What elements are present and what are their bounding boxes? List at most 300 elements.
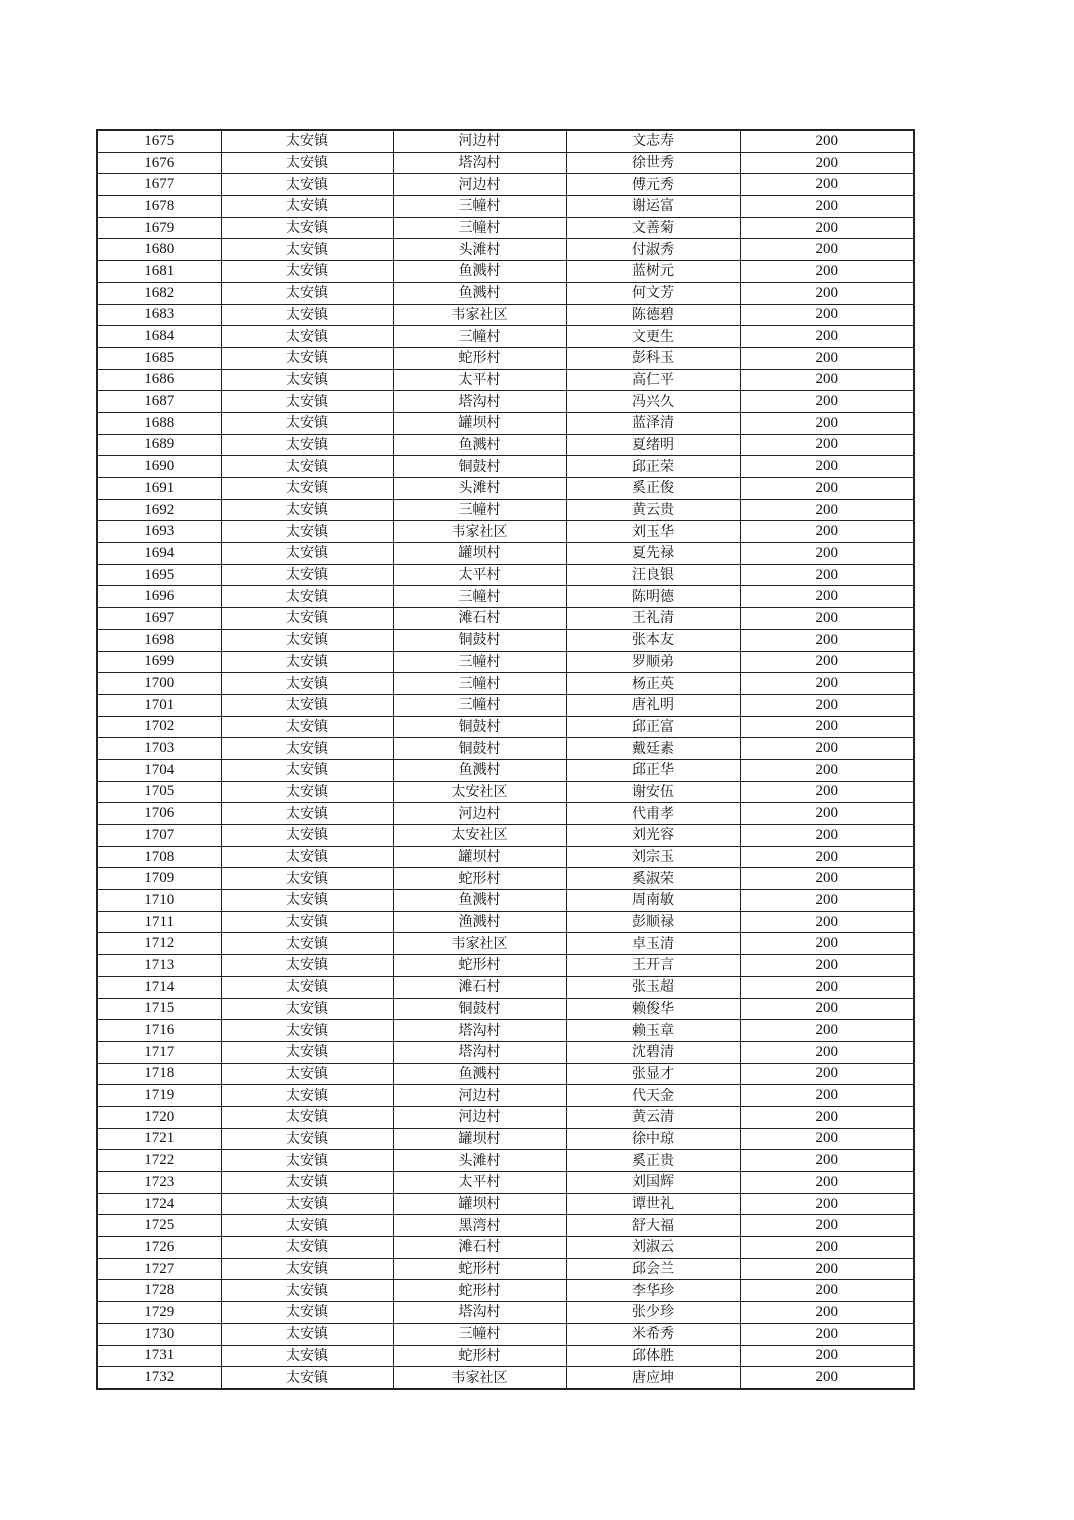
village-cell: 蛇形村 [393,347,566,369]
table-row [97,1367,914,1389]
town-cell: 太安镇 [221,217,393,239]
village-cell: 头滩村 [393,1150,566,1172]
serial-number-cell: 1685 [97,347,221,369]
name-cell: 王开言 [566,955,740,977]
table-row [97,326,914,348]
serial-number-cell: 1728 [97,1280,221,1302]
serial-number-cell: 1675 [97,130,221,152]
village-cell: 罐坝村 [393,846,566,868]
village-cell: 塔沟村 [393,152,566,174]
amount-cell: 200 [740,1085,914,1107]
name-cell: 文更生 [566,326,740,348]
table-row [97,478,914,500]
village-cell: 渔溅村 [393,911,566,933]
village-cell: 蛇形村 [393,868,566,890]
name-cell: 赖玉章 [566,1020,740,1042]
town-cell: 太安镇 [221,955,393,977]
town-cell: 太安镇 [221,673,393,695]
amount-cell: 200 [740,478,914,500]
town-cell: 太安镇 [221,282,393,304]
table-row [97,152,914,174]
name-cell: 唐应坤 [566,1367,740,1389]
town-cell: 太安镇 [221,456,393,478]
amount-cell: 200 [740,781,914,803]
name-cell: 彭科玉 [566,347,740,369]
amount-cell: 200 [740,304,914,326]
name-cell: 傅元秀 [566,174,740,196]
village-cell: 罐坝村 [393,1128,566,1150]
village-cell: 塔沟村 [393,1020,566,1042]
serial-number-cell: 1699 [97,651,221,673]
village-cell: 三幢村 [393,586,566,608]
table-row [97,673,914,695]
table-row [97,1106,914,1128]
village-cell: 鱼溅村 [393,261,566,283]
serial-number-cell: 1715 [97,998,221,1020]
town-cell: 太安镇 [221,998,393,1020]
serial-number-cell: 1710 [97,890,221,912]
name-cell: 陈德碧 [566,304,740,326]
town-cell: 太安镇 [221,911,393,933]
amount-cell: 200 [740,1367,914,1389]
name-cell: 谢运富 [566,196,740,218]
table-row [97,911,914,933]
table-row [97,694,914,716]
name-cell: 蓝泽清 [566,412,740,434]
serial-number-cell: 1697 [97,608,221,630]
table-row [97,759,914,781]
town-cell: 太安镇 [221,759,393,781]
village-cell: 鱼溅村 [393,282,566,304]
amount-cell: 200 [740,890,914,912]
name-cell: 赖俊华 [566,998,740,1020]
table-row [97,434,914,456]
serial-number-cell: 1707 [97,825,221,847]
name-cell: 汪良银 [566,564,740,586]
name-cell: 文善菊 [566,217,740,239]
name-cell: 米希秀 [566,1323,740,1345]
serial-number-cell: 1726 [97,1237,221,1259]
serial-number-cell: 1694 [97,543,221,565]
village-cell: 头滩村 [393,239,566,261]
name-cell: 徐世秀 [566,152,740,174]
serial-number-cell: 1681 [97,261,221,283]
amount-cell: 200 [740,521,914,543]
amount-cell: 200 [740,716,914,738]
serial-number-cell: 1680 [97,239,221,261]
serial-number-cell: 1695 [97,564,221,586]
town-cell: 太安镇 [221,1237,393,1259]
name-cell: 周南敏 [566,890,740,912]
village-cell: 鱼溅村 [393,434,566,456]
town-cell: 太安镇 [221,1150,393,1172]
table-row [97,586,914,608]
village-cell: 太安社区 [393,825,566,847]
name-cell: 彭顺禄 [566,911,740,933]
town-cell: 太安镇 [221,304,393,326]
town-cell: 太安镇 [221,1215,393,1237]
serial-number-cell: 1725 [97,1215,221,1237]
amount-cell: 200 [740,1237,914,1259]
amount-cell: 200 [740,1063,914,1085]
town-cell: 太安镇 [221,152,393,174]
town-cell: 太安镇 [221,629,393,651]
serial-number-cell: 1730 [97,1323,221,1345]
name-cell: 谭世礼 [566,1193,740,1215]
amount-cell: 200 [740,759,914,781]
serial-number-cell: 1723 [97,1172,221,1194]
village-cell: 滩石村 [393,1237,566,1259]
serial-number-cell: 1727 [97,1258,221,1280]
table-row [97,781,914,803]
town-cell: 太安镇 [221,434,393,456]
town-cell: 太安镇 [221,803,393,825]
town-cell: 太安镇 [221,933,393,955]
table-row [97,282,914,304]
table-row [97,499,914,521]
table-row [97,1041,914,1063]
town-cell: 太安镇 [221,846,393,868]
name-cell: 刘国辉 [566,1172,740,1194]
town-cell: 太安镇 [221,543,393,565]
name-cell: 张少珍 [566,1302,740,1324]
name-cell: 戴廷素 [566,738,740,760]
village-cell: 蛇形村 [393,1258,566,1280]
amount-cell: 200 [740,217,914,239]
serial-number-cell: 1713 [97,955,221,977]
serial-number-cell: 1719 [97,1085,221,1107]
name-cell: 徐中琼 [566,1128,740,1150]
serial-number-cell: 1690 [97,456,221,478]
amount-cell: 200 [740,391,914,413]
amount-cell: 200 [740,825,914,847]
village-cell: 三幢村 [393,673,566,695]
amount-cell: 200 [740,456,914,478]
name-cell: 邱体胜 [566,1345,740,1367]
amount-cell: 200 [740,564,914,586]
serial-number-cell: 1721 [97,1128,221,1150]
table-row [97,825,914,847]
amount-cell: 200 [740,1041,914,1063]
town-cell: 太安镇 [221,1085,393,1107]
town-cell: 太安镇 [221,1106,393,1128]
amount-cell: 200 [740,434,914,456]
town-cell: 太安镇 [221,586,393,608]
name-cell: 刘光容 [566,825,740,847]
village-cell: 河边村 [393,130,566,152]
village-cell: 三幢村 [393,694,566,716]
name-cell: 沈碧清 [566,1041,740,1063]
village-cell: 罐坝村 [393,1193,566,1215]
serial-number-cell: 1703 [97,738,221,760]
town-cell: 太安镇 [221,825,393,847]
name-cell: 蓝树元 [566,261,740,283]
town-cell: 太安镇 [221,1345,393,1367]
name-cell: 奚淑荣 [566,868,740,890]
table-row [97,738,914,760]
village-cell: 铜鼓村 [393,629,566,651]
amount-cell: 200 [740,868,914,890]
serial-number-cell: 1702 [97,716,221,738]
serial-number-cell: 1698 [97,629,221,651]
town-cell: 太安镇 [221,1323,393,1345]
name-cell: 刘玉华 [566,521,740,543]
name-cell: 张本友 [566,629,740,651]
amount-cell: 200 [740,955,914,977]
name-cell: 张显才 [566,1063,740,1085]
amount-cell: 200 [740,1193,914,1215]
serial-number-cell: 1678 [97,196,221,218]
town-cell: 太安镇 [221,261,393,283]
table-row [97,1345,914,1367]
table-row [97,412,914,434]
table-row [97,564,914,586]
serial-number-cell: 1724 [97,1193,221,1215]
village-cell: 韦家社区 [393,1367,566,1389]
village-cell: 蛇形村 [393,1280,566,1302]
serial-number-cell: 1693 [97,521,221,543]
table-row [97,1150,914,1172]
serial-number-cell: 1684 [97,326,221,348]
serial-number-cell: 1700 [97,673,221,695]
name-cell: 代天金 [566,1085,740,1107]
name-cell: 刘淑云 [566,1237,740,1259]
village-cell: 头滩村 [393,478,566,500]
amount-cell: 200 [740,239,914,261]
village-cell: 河边村 [393,1085,566,1107]
table-row [97,239,914,261]
table-row [97,1258,914,1280]
village-cell: 塔沟村 [393,1302,566,1324]
table-row [97,261,914,283]
table-row [97,890,914,912]
table-row [97,521,914,543]
table-row [97,130,914,152]
serial-number-cell: 1714 [97,976,221,998]
amount-cell: 200 [740,1128,914,1150]
name-cell: 文志寿 [566,130,740,152]
name-cell: 冯兴久 [566,391,740,413]
village-cell: 黑湾村 [393,1215,566,1237]
amount-cell: 200 [740,976,914,998]
name-cell: 奚正贵 [566,1150,740,1172]
village-cell: 河边村 [393,1106,566,1128]
serial-number-cell: 1709 [97,868,221,890]
town-cell: 太安镇 [221,1193,393,1215]
table-row [97,608,914,630]
serial-number-cell: 1687 [97,391,221,413]
village-cell: 铜鼓村 [393,456,566,478]
amount-cell: 200 [740,196,914,218]
serial-number-cell: 1720 [97,1106,221,1128]
amount-cell: 200 [740,1106,914,1128]
town-cell: 太安镇 [221,521,393,543]
table-row [97,998,914,1020]
serial-number-cell: 1682 [97,282,221,304]
name-cell: 卓玉清 [566,933,740,955]
amount-cell: 200 [740,412,914,434]
name-cell: 张玉超 [566,976,740,998]
name-cell: 付淑秀 [566,239,740,261]
village-cell: 铜鼓村 [393,716,566,738]
amount-cell: 200 [740,1280,914,1302]
village-cell: 太平村 [393,1172,566,1194]
table-row [97,933,914,955]
table-row [97,1128,914,1150]
amount-cell: 200 [740,1345,914,1367]
town-cell: 太安镇 [221,369,393,391]
amount-cell: 200 [740,933,914,955]
town-cell: 太安镇 [221,347,393,369]
town-cell: 太安镇 [221,239,393,261]
name-cell: 谢安伍 [566,781,740,803]
village-cell: 韦家社区 [393,304,566,326]
table-row [97,1063,914,1085]
name-cell: 黄云贵 [566,499,740,521]
village-cell: 三幢村 [393,217,566,239]
name-cell: 刘宗玉 [566,846,740,868]
town-cell: 太安镇 [221,738,393,760]
table-row [97,1193,914,1215]
town-cell: 太安镇 [221,478,393,500]
name-cell: 夏先禄 [566,543,740,565]
village-cell: 三幢村 [393,1323,566,1345]
town-cell: 太安镇 [221,391,393,413]
table-row [97,716,914,738]
village-cell: 罐坝村 [393,412,566,434]
amount-cell: 200 [740,369,914,391]
table-row [97,1085,914,1107]
name-cell: 高仁平 [566,369,740,391]
town-cell: 太安镇 [221,651,393,673]
serial-number-cell: 1706 [97,803,221,825]
serial-number-cell: 1704 [97,759,221,781]
village-cell: 罐坝村 [393,543,566,565]
town-cell: 太安镇 [221,1258,393,1280]
table-row [97,1020,914,1042]
amount-cell: 200 [740,1215,914,1237]
amount-cell: 200 [740,543,914,565]
village-cell: 三幢村 [393,326,566,348]
amount-cell: 200 [740,1302,914,1324]
amount-cell: 200 [740,911,914,933]
town-cell: 太安镇 [221,781,393,803]
village-cell: 太平村 [393,564,566,586]
town-cell: 太安镇 [221,1302,393,1324]
table-row [97,369,914,391]
table-row [97,174,914,196]
village-cell: 太平村 [393,369,566,391]
town-cell: 太安镇 [221,1172,393,1194]
table-row [97,1323,914,1345]
serial-number-cell: 1705 [97,781,221,803]
village-cell: 塔沟村 [393,391,566,413]
amount-cell: 200 [740,846,914,868]
amount-cell: 200 [740,1323,914,1345]
serial-number-cell: 1716 [97,1020,221,1042]
table-row [97,391,914,413]
town-cell: 太安镇 [221,196,393,218]
village-cell: 塔沟村 [393,1041,566,1063]
town-cell: 太安镇 [221,1367,393,1389]
table-row [97,1302,914,1324]
serial-number-cell: 1686 [97,369,221,391]
village-cell: 鱼溅村 [393,1063,566,1085]
village-cell: 韦家社区 [393,521,566,543]
serial-number-cell: 1676 [97,152,221,174]
serial-number-cell: 1731 [97,1345,221,1367]
table-row [97,543,914,565]
serial-number-cell: 1708 [97,846,221,868]
amount-cell: 200 [740,694,914,716]
village-cell: 鱼溅村 [393,759,566,781]
roster-table-body [97,130,914,1389]
town-cell: 太安镇 [221,608,393,630]
name-cell: 黄云清 [566,1106,740,1128]
amount-cell: 200 [740,174,914,196]
amount-cell: 200 [740,130,914,152]
village-cell: 鱼溅村 [393,890,566,912]
table-row [97,347,914,369]
serial-number-cell: 1691 [97,478,221,500]
village-cell: 铜鼓村 [393,738,566,760]
name-cell: 邱正华 [566,759,740,781]
table-row [97,217,914,239]
amount-cell: 200 [740,1150,914,1172]
serial-number-cell: 1711 [97,911,221,933]
village-cell: 三幢村 [393,499,566,521]
name-cell: 杨正英 [566,673,740,695]
town-cell: 太安镇 [221,976,393,998]
name-cell: 罗顺弟 [566,651,740,673]
table-row [97,976,914,998]
name-cell: 李华珍 [566,1280,740,1302]
amount-cell: 200 [740,629,914,651]
serial-number-cell: 1718 [97,1063,221,1085]
town-cell: 太安镇 [221,564,393,586]
roster-table [96,129,915,1390]
serial-number-cell: 1688 [97,412,221,434]
table-row [97,846,914,868]
amount-cell: 200 [740,326,914,348]
table-row [97,304,914,326]
serial-number-cell: 1732 [97,1367,221,1389]
town-cell: 太安镇 [221,1041,393,1063]
serial-number-cell: 1683 [97,304,221,326]
town-cell: 太安镇 [221,694,393,716]
table-row [97,629,914,651]
town-cell: 太安镇 [221,326,393,348]
name-cell: 代甫孝 [566,803,740,825]
serial-number-cell: 1717 [97,1041,221,1063]
amount-cell: 200 [740,803,914,825]
serial-number-cell: 1722 [97,1150,221,1172]
village-cell: 蛇形村 [393,955,566,977]
amount-cell: 200 [740,282,914,304]
town-cell: 太安镇 [221,174,393,196]
village-cell: 太安社区 [393,781,566,803]
name-cell: 王礼清 [566,608,740,630]
name-cell: 邱正荣 [566,456,740,478]
amount-cell: 200 [740,1258,914,1280]
name-cell: 陈明德 [566,586,740,608]
town-cell: 太安镇 [221,499,393,521]
table-row [97,955,914,977]
table-row [97,1215,914,1237]
amount-cell: 200 [740,586,914,608]
serial-number-cell: 1696 [97,586,221,608]
town-cell: 太安镇 [221,1020,393,1042]
